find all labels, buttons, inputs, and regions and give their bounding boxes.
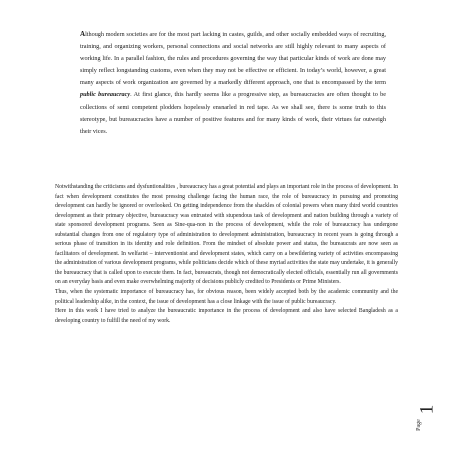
indented-quote-block [80,28,386,138]
quote-text-after: . At first glance, this hardly seems like a progressive step, as bureaucracies are often thought to be collections of semi competent plodders hopelessly ensnarled in red tape. As we shall see, there is some truth to this stereotype, but bureaucracies have a number of positive features and for many kinds of work, their virtues far outweigh their vices. [80,91,386,135]
page-label: Page [415,419,422,431]
paragraph-1: Notwithstanding the criticisms and dysfuntionalities , bureaucracy has a great potential and plays an important role in the process of development. In fact when development constitutes the most pressing challenge facing the human race, the role of bureaucracy in pursuing and promoting development can hardly be ignored or overlooked. On getting independence from the shackles of colonial powers when many third world countries development as their primary objective, bureaucracy was entrusted with stupendous task of development and nation building through a variety of state sponsored development programs. Seen as Sine-qua-non in the process of development, while the role of bureaucracy has undergone substantial changes from one of regulatory type of administration to development administration, bureaucracy in recent years is going through a serious phase of transition in its identity and role definition. From the mindset of absolute power and status, the bureaucrats are now seen as facilitators of development. In welfarist – interventionist and development states, which carry on a bewildering variety of activities encompassing the administration of various development programs, while politicians decide which of these myriad activities the state may undertake, it is generally the bureaucracy that is called upon to execute them. In fact, bureaucrats, though not democratically elected officials, essentially run all governments on an everyday basis and even make overwhelming majority of decisions publicly credited to Presidents or Prime Ministers. [55,184,398,286]
page-number-footer [415,400,438,440]
paragraph-2: Thus, when the systematic importance of bureaucracy has, for obvious reason, been widely accepted both by the academic community and the political leadership alike, in the context, the issue of development has a close linkage with the issue of public bureaucracy. [55,289,398,305]
dropcap-letter: A [80,30,86,38]
body-text [55,183,398,326]
paragraph-3: Here in this work I have tried to analyze the bureaucratic importance in the process of development and also have selected Bangladesh as a developing country to fulfill the need of my work. [55,308,398,324]
page-number: 1 [416,404,438,415]
quote-text-before: lthough modern societies are for the most part lacking in castes, guilds, and other socially embedded ways of recruiting, training, and organizing workers, personal connections and social networks are still highly relevant to many aspects of working life. In a parallel fashion, the rules and procedures governing the way that particular kinds of work are done may simply reflect longstanding customs, even when they may not be effective or efficient. In today’s world, however, a great many aspects of work organization are governed by a markedly different approach, one that is encompassed by the term [80,31,386,87]
quote-emphasis-term: public bureaucracy [80,91,131,99]
